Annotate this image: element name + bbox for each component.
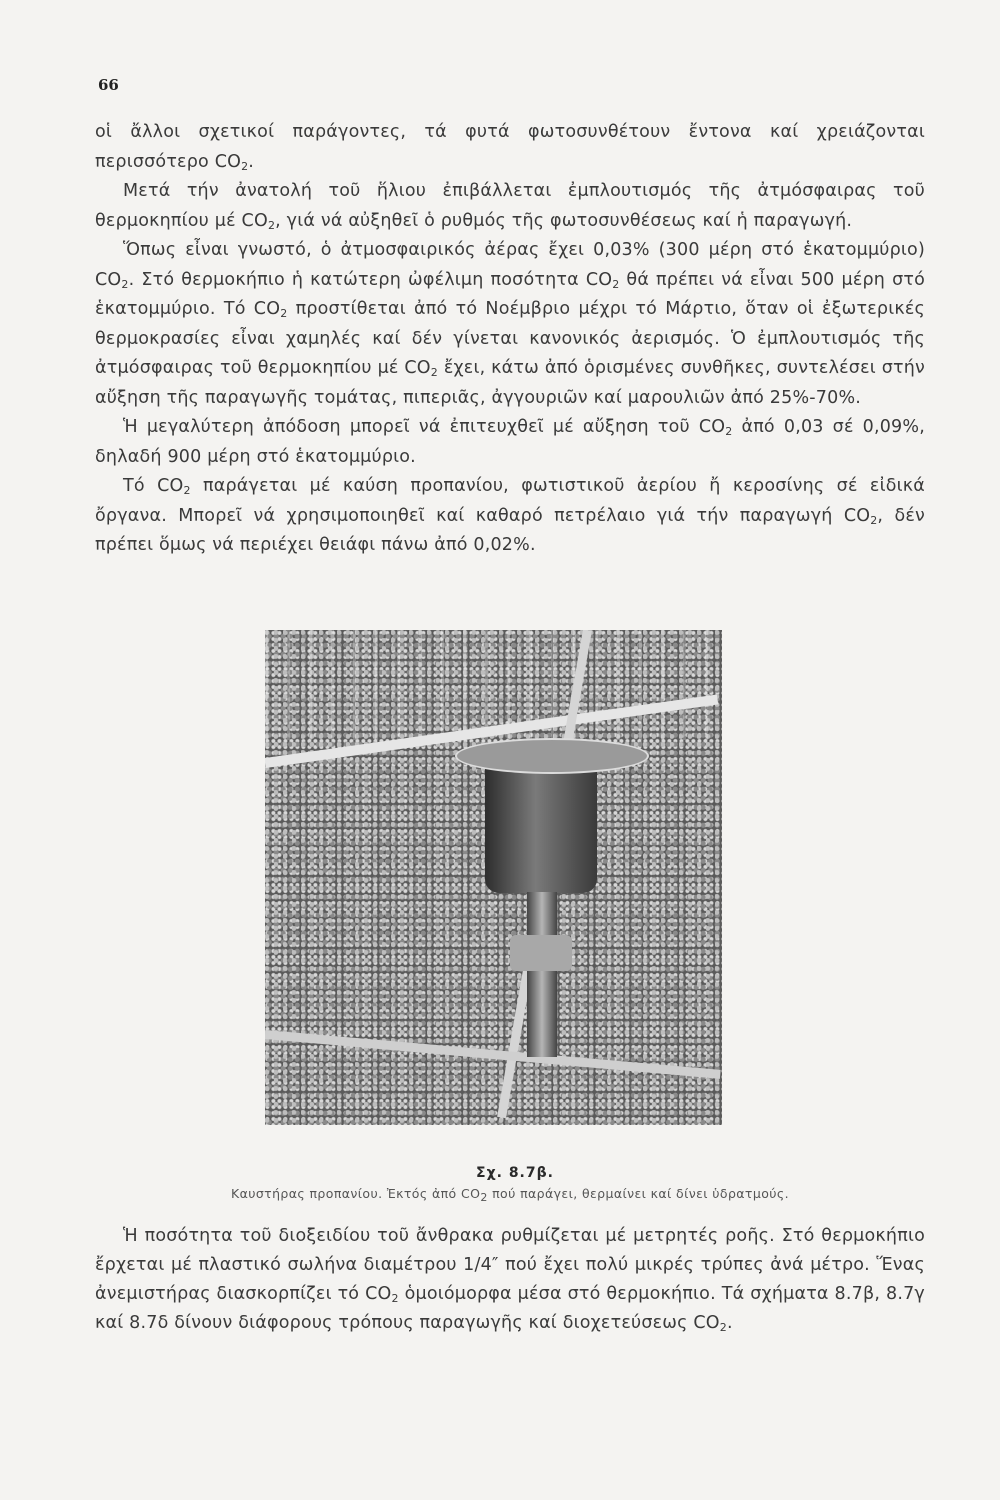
burner-valve [510,935,572,971]
propane-burner-photo [265,630,722,1125]
text-run: Καυστήρας προπανίου. Ἐκτός ἀπό CO [230,1186,481,1201]
text-run: Ἡ μεγαλύτερη ἀπόδοση μπορεῖ νά ἐπιτευχθεῖ μέ αὔξηση τοῦ CO [123,417,726,437]
text-run: . Στό θερμοκήπιο ἡ κατώτερη ὠφέλιμη ποσότητα CO [128,269,613,290]
text-run: πού παράγει, θερμαίνει καί δίνει ὑδρατμούς. [487,1186,789,1201]
subscript: 2 [719,1321,727,1334]
paragraph [95,177,925,236]
text-run: . [248,151,255,172]
subscript: 2 [870,513,878,527]
subscript: 2 [725,425,733,438]
burner-body [485,755,597,893]
subscript: 2 [391,1292,399,1305]
body-text-bottom [95,1222,925,1338]
greenhouse-roof-strip [265,630,722,740]
body-text-top [95,118,925,561]
text-run: . [726,1313,733,1333]
burner-stem [527,892,557,1057]
text-run: , γιά νά αὐξηθεῖ ὁ ρυθμός τῆς φωτοσυνθέσεως καί ἡ παραγωγή. [275,210,853,231]
paragraph [95,1222,925,1338]
subscript: 2 [241,159,249,173]
subscript: 2 [612,277,620,291]
text-run: ὁμοιόμορφα μέσα στό θερμοκήπιο. Τά σχήματα 8.7β, 8.7γ καί 8.7δ δίνουν διάφορους τρόπους παραγωγῆς καί διοχετεύσεως CO [95,1284,925,1333]
page-number: 66 [98,76,119,94]
text-run: ἔχει, κάτω ἀπό ὁρισμένες συνθῆκες, συντελέσει στήν αὔξηση τῆς παραγωγῆς τομάτας, πιπεριᾶς, ἀγγουριῶν καί μαρουλιῶν ἀπό 25%-70%. [95,358,925,408]
burner-cap [455,738,649,774]
text-run: θά πρέπει νά εἶναι 500 μέρη στό ἑκατομμύριο. Τό CO [95,269,926,319]
figure-caption [0,1186,1000,1204]
subscript: 2 [183,484,191,497]
text-run: προστίθεται ἀπό τό Νοέμβριο μέχρι τό Μάρτιο, ὅταν οἱ ἐξωτερικές θερμοκρασίες εἶναι χαμηλές καί δέν γίνεται κανονικός ἀερισμός. Ὁ ἐμπλουτισμός τῆς ἀτμόσφαιρας τοῦ θερμοκηπίου μέ CO [95,299,925,378]
subscript: 2 [267,218,276,232]
pipe-bottom [265,1030,721,1079]
text-run: Μετά τήν ἀνατολή τοῦ ἥλιου ἐπιβάλλεται ἐμπλουτισμός τῆς ἀτμόσφαιρας τοῦ θερμοκηπίου μέ CO [95,181,925,231]
subscript: 2 [430,366,438,379]
text-run: Τό CO [123,476,184,496]
paragraph [95,472,925,561]
paragraph [95,118,925,177]
subscript: 2 [280,307,288,320]
text-run: οἱ ἄλλοι σχετικοί παράγοντες, τά φυτά φωτοσυνθέτουν ἔντονα καί χρειάζονται περισσότερο CO [95,122,925,172]
text-run: ἀπό 0,03 σέ 0,09%, δηλαδή 900 μέρη στό ἑκατομμύριο. [95,417,925,467]
subscript: 2 [480,1191,488,1204]
text-run: Ἡ ποσότητα τοῦ διοξειδίου τοῦ ἄνθρακα ρυθμίζεται μέ μετρητές ροῆς. Στό θερμοκήπιο ἔρχεται μέ πλαστικό σωλήνα διαμέτρου 1/4″ πού ἔχει πολύ μικρές τρύπες ἀνά μέτρο. Ἕνας ἀνεμιστήρας διασκορπίζει τό CO [95,1226,925,1304]
text-run: Ὅπως εἶναι γνωστό, ὁ ἀτμοσφαιρικός ἀέρας ἔχει 0,03% (300 μέρη στό ἑκατομμύριο) CO [95,240,925,290]
text-run: παράγεται μέ καύση προπανίου, φωτιστικοῦ ἀερίου ἤ κεροσίνης σέ εἰδικά ὄργανα. Μπορεῖ νά χρησιμοποιηθεῖ καί καθαρό πετρέλαιο γιά τήν παραγωγή CO [95,476,925,526]
subscript: 2 [121,277,129,291]
figure-number: Σχ. 8.7β. [476,1165,554,1181]
text-run: , δέν πρέπει ὅμως νά περιέχει θειάφι πάνω ἀπό 0,02%. [95,505,925,555]
paragraph [95,236,925,413]
paragraph [95,413,925,472]
